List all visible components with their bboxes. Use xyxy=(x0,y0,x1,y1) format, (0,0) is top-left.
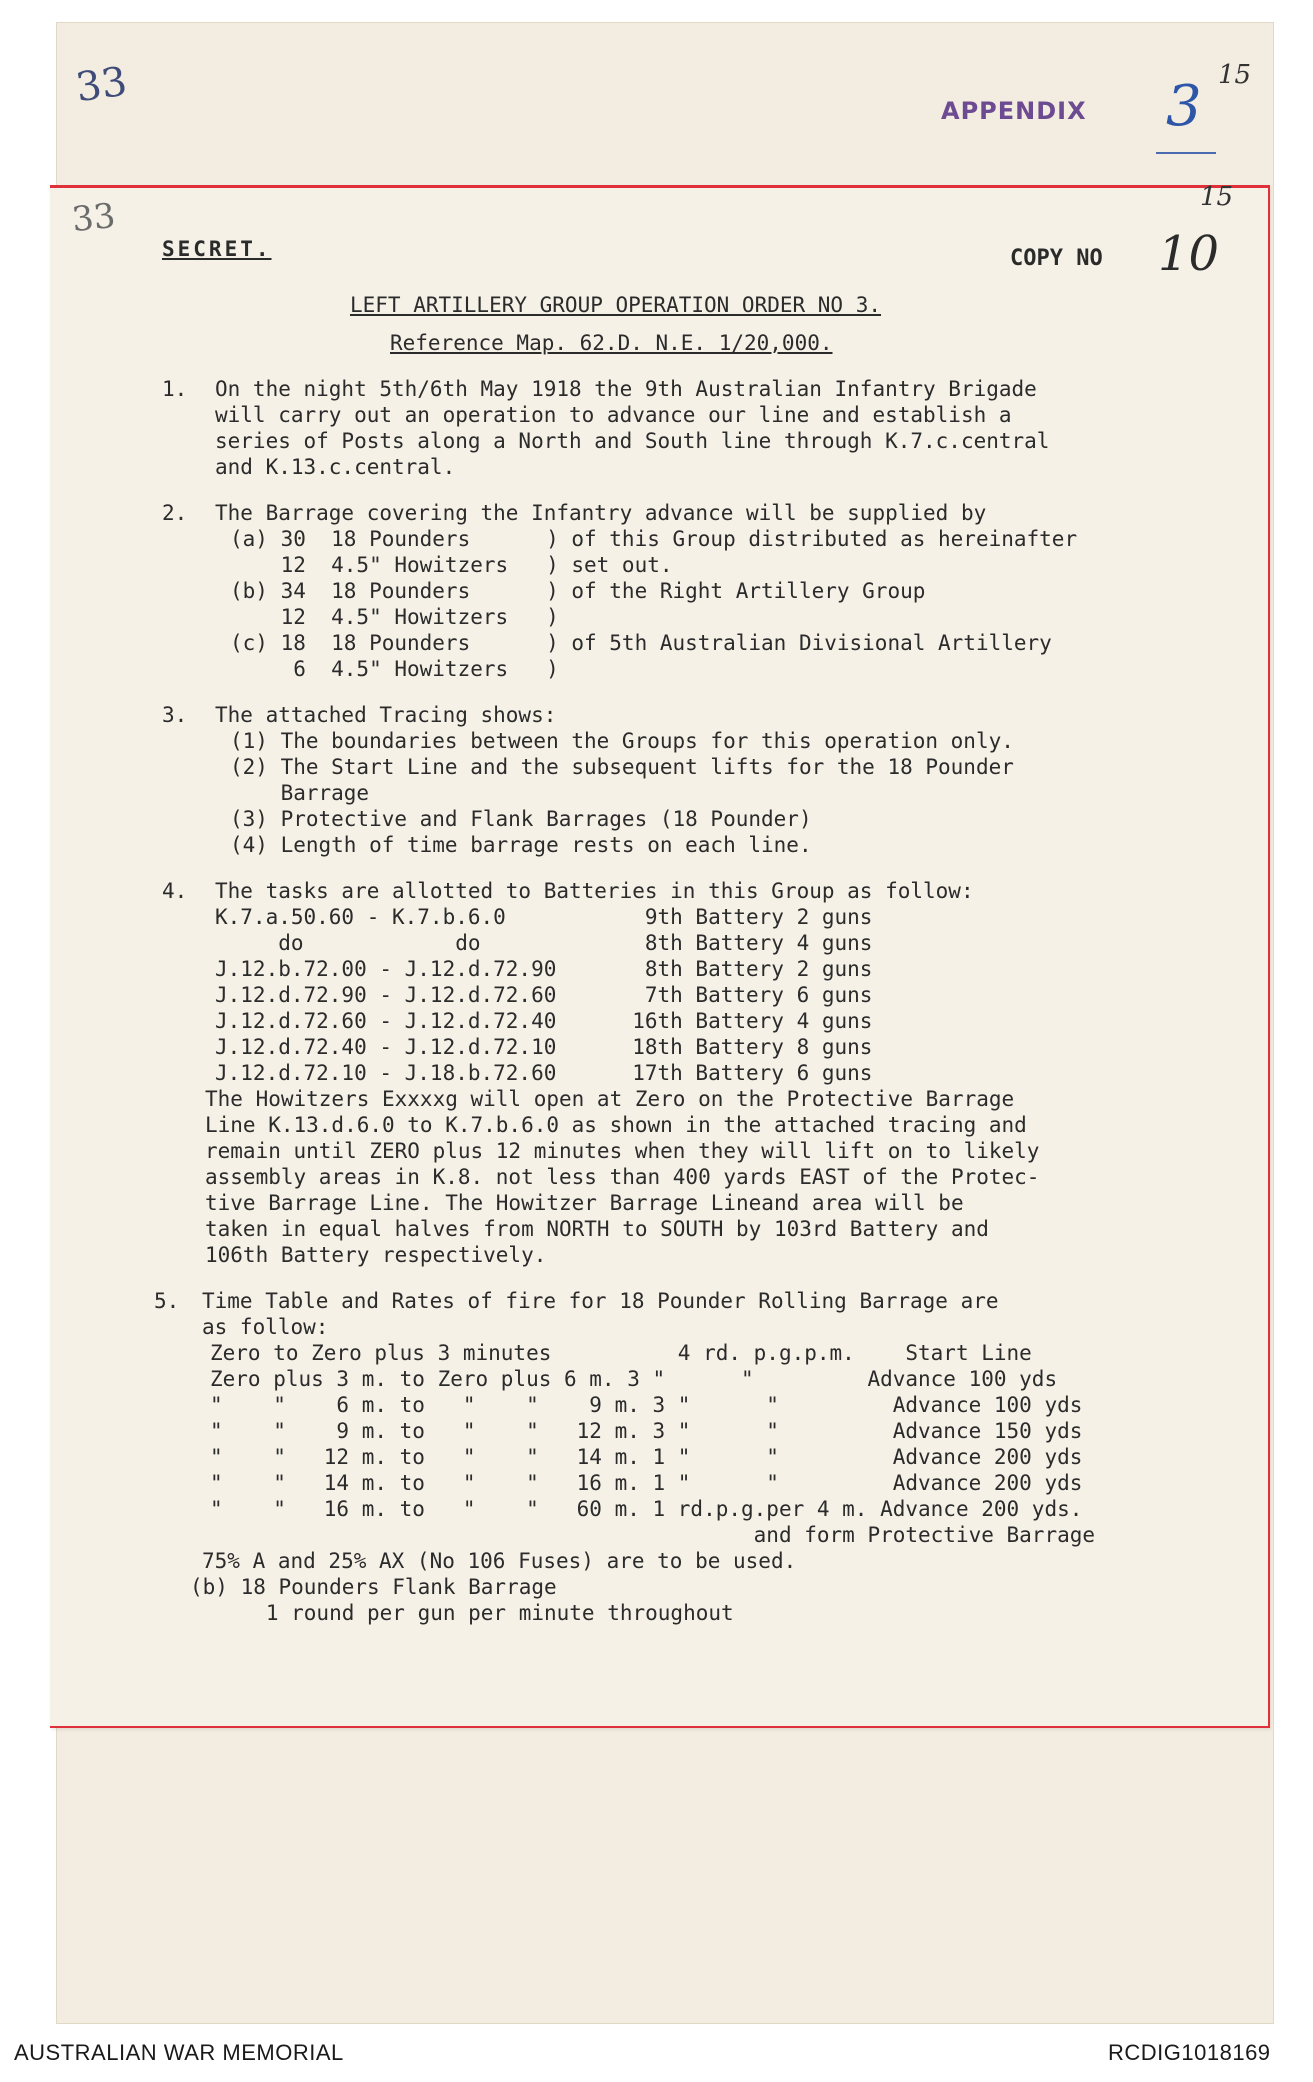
copy-number: 10 xyxy=(1158,226,1220,282)
para3-number: 3. xyxy=(162,703,188,727)
secret-heading: SECRET. xyxy=(162,237,272,261)
para4-line: taken in equal halves from NORTH to SOUTH by 103rd Battery and xyxy=(205,1217,989,1241)
timetable-row: " " 16 m. to " " 60 m. 1 rd.p.g.per 4 m. Advance 200 yds. xyxy=(210,1497,1083,1521)
fuse-note: 75% A and 25% AX (No 106 Fuses) are to be used. xyxy=(202,1549,797,1573)
timetable-row: " " 6 m. to " " 9 m. 3 " " Advance 100 yds xyxy=(210,1393,1083,1417)
order-title: LEFT ARTILLERY GROUP OPERATION ORDER NO 3. xyxy=(350,293,882,317)
appendix-stamp: APPENDIX xyxy=(941,97,1087,125)
para4-line: J.12.d.72.60 - J.12.d.72.40 16th Battery 4 guns xyxy=(215,1009,873,1033)
para2-line: (b) 34 18 Pounders ) of the Right Artillery Group xyxy=(230,579,926,603)
timetable-row: " " 9 m. to " " 12 m. 3 " " Advance 150 yds xyxy=(210,1419,1083,1443)
para4-line: J.12.d.72.10 - J.18.b.72.60 17th Battery 6 guns xyxy=(215,1061,873,1085)
para4-line: remain until ZERO plus 12 minutes when they will lift on to likely xyxy=(205,1139,1040,1163)
para1-line: will carry out an operation to advance our line and establish a xyxy=(215,403,1012,427)
para3-line: Barrage xyxy=(230,781,370,805)
para3-line: (1) The boundaries between the Groups for this operation only. xyxy=(230,729,1014,753)
para1-line: and K.13.c.central. xyxy=(215,455,456,479)
front-sheet xyxy=(50,182,1270,1728)
archive-id: RCDIG1018169 xyxy=(1108,2040,1271,2065)
para4-number: 4. xyxy=(162,879,188,903)
back-page-number: 15 xyxy=(1218,60,1252,90)
para1-line: series of Posts along a North and South line through K.7.c.central xyxy=(215,429,1050,453)
para4-line: The Howitzers Exxxxg will open at Zero on the Protective Barrage xyxy=(205,1087,1015,1111)
appendix-number: 3 xyxy=(1166,74,1202,139)
flank-barrage-heading: (b) 18 Pounders Flank Barrage xyxy=(190,1575,557,1599)
para4-line: Line K.13.d.6.0 to K.7.b.6.0 as shown in the attached tracing and xyxy=(205,1113,1027,1137)
para3-line: (3) Protective and Flank Barrages (18 Pounder) xyxy=(230,807,812,831)
para4-line: J.12.d.72.90 - J.12.d.72.60 7th Battery 6 guns xyxy=(215,983,873,1007)
archive-caption: AUSTRALIAN WAR MEMORIAL xyxy=(14,2040,344,2065)
para4-line: J.12.b.72.00 - J.12.d.72.90 8th Battery 2 guns xyxy=(215,957,873,981)
flank-barrage-rate: 1 round per gun per minute throughout xyxy=(190,1601,734,1625)
para4-line: 106th Battery respectively. xyxy=(205,1243,547,1267)
timetable-row: Zero to Zero plus 3 minutes 4 rd. p.g.p.m. Start Line xyxy=(210,1341,1032,1365)
para4-line: assembly areas in K.8. not less than 400 yards EAST of the Protec- xyxy=(205,1165,1040,1189)
para2-line: (c) 18 18 Pounders ) of 5th Australian Divisional Artillery xyxy=(230,631,1052,655)
para4-line: The tasks are allotted to Batteries in this Group as follow: xyxy=(215,879,974,903)
para4-line: J.12.d.72.40 - J.12.d.72.10 18th Battery 8 guns xyxy=(215,1035,873,1059)
para1-number: 1. xyxy=(162,377,188,401)
timetable-row: " " 12 m. to " " 14 m. 1 " " Advance 200 yds xyxy=(210,1445,1083,1469)
para5-number: 5. xyxy=(154,1289,180,1313)
para2-line: 6 4.5" Howitzers ) xyxy=(230,657,559,681)
para5-line: Time Table and Rates of fire for 18 Pounder Rolling Barrage are xyxy=(202,1289,999,1313)
front-margin-number: 33 xyxy=(70,195,118,241)
para5-line: as follow: xyxy=(202,1315,329,1339)
timetable-row: and form Protective Barrage xyxy=(210,1523,1096,1547)
appendix-underline xyxy=(1156,152,1216,154)
para2-line: 12 4.5" Howitzers ) set out. xyxy=(230,553,673,577)
para2-number: 2. xyxy=(162,501,188,525)
para2-line: The Barrage covering the Infantry advance will be supplied by xyxy=(215,501,987,525)
para3-line: The attached Tracing shows: xyxy=(215,703,557,727)
para3-line: (4) Length of time barrage rests on each line. xyxy=(230,833,812,857)
timetable-row: Zero plus 3 m. to Zero plus 6 m. 3 " " Advance 100 yds xyxy=(210,1367,1058,1391)
para3-line: (2) The Start Line and the subsequent lifts for the 18 Pounder xyxy=(230,755,1014,779)
para1-line: On the night 5th/6th May 1918 the 9th Australian Infantry Brigade xyxy=(215,377,1037,401)
reference-map: Reference Map. 62.D. N.E. 1/20,000. xyxy=(390,331,833,355)
para4-line: do do 8th Battery 4 guns xyxy=(215,931,873,955)
para2-line: 12 4.5" Howitzers ) xyxy=(230,605,559,629)
timetable-row: " " 14 m. to " " 16 m. 1 " " Advance 200 yds xyxy=(210,1471,1083,1495)
front-page-number: 15 xyxy=(1200,182,1234,212)
para4-line: K.7.a.50.60 - K.7.b.6.0 9th Battery 2 guns xyxy=(215,905,873,929)
para2-line: (a) 30 18 Pounders ) of this Group distributed as hereinafter xyxy=(230,527,1078,551)
para4-line: tive Barrage Line. The Howitzer Barrage Lineand area will be xyxy=(205,1191,964,1215)
back-margin-number: 33 xyxy=(73,58,130,112)
copy-label: COPY NO xyxy=(1010,246,1103,271)
